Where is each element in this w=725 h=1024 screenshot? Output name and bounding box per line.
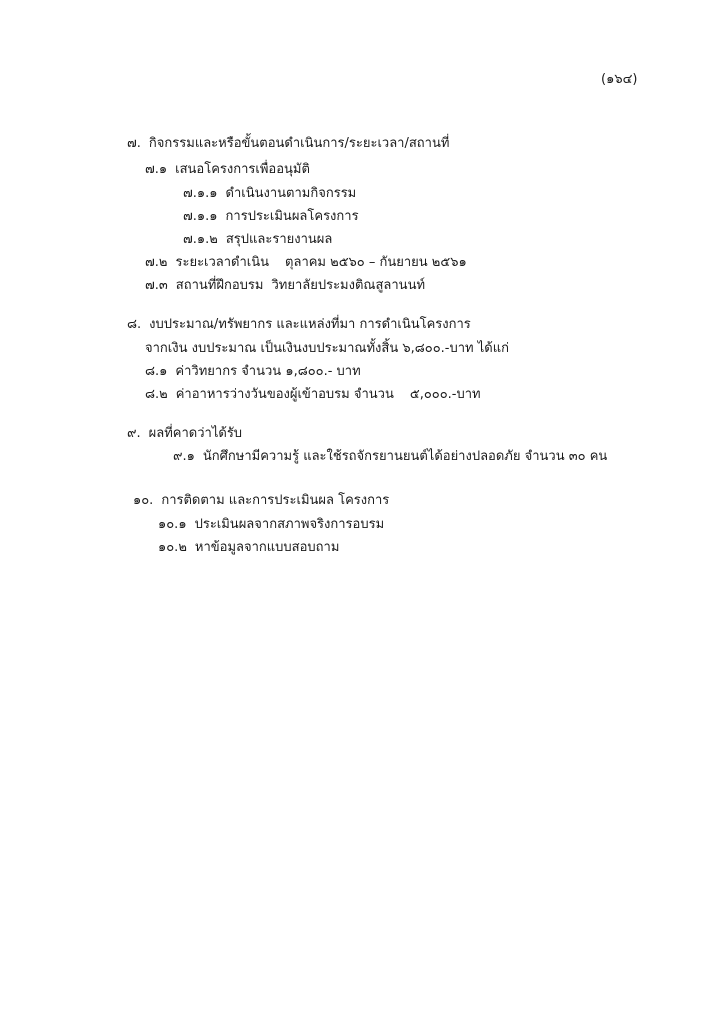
item-10-1-number: ๑๐.๑ — [158, 517, 187, 532]
item-7-2 — [145, 254, 467, 272]
item-7-1-2-text: สรุปและรายงานผล — [225, 232, 333, 247]
item-7-2-number: ๗.๒ — [145, 255, 168, 270]
section-7-number: ๗. — [127, 136, 141, 151]
item-7-2-label: ระยะเวลาดำเนิน — [175, 255, 270, 270]
item-8-1-text: ค่าวิทยากร จำนวน ๑,๘๐๐.- บาท — [175, 364, 361, 379]
item-8-1 — [145, 363, 361, 381]
section-8-title: งบประมาณ/ทรัพยากร และแหล่งที่มา การดำเนินโครงการ — [149, 317, 471, 332]
item-10-2 — [158, 539, 339, 557]
item-10-2-text: หาข้อมูลจากแบบสอบถาม — [194, 540, 340, 555]
item-7-1-1b-text: การประเมินผลโครงการ — [225, 209, 359, 224]
section-7-heading — [127, 135, 449, 153]
item-10-2-number: ๑๐.๒ — [158, 540, 187, 555]
section-8-heading — [127, 316, 471, 334]
item-10-1-text: ประเมินผลจากสภาพจริงการอบรม — [194, 517, 385, 532]
item-9-1-text: นักศึกษามีความรู้ และใช้รถจักรยานยนต์ได้อย่างปลอดภัย จำนวน ๓๐ คน — [202, 449, 608, 464]
section-7-title: กิจกรรมและหรือขั้นตอนดำเนินการ/ระยะเวลา/สถานที่ — [148, 136, 450, 151]
item-7-1-1b-number: ๗.๑.๑ — [183, 209, 218, 224]
item-9-1 — [173, 448, 607, 466]
item-7-1-2-number: ๗.๑.๒ — [183, 232, 218, 247]
section-9-heading — [127, 425, 242, 443]
section-9-title: ผลที่คาดว่าได้รับ — [148, 426, 243, 441]
item-10-1 — [158, 516, 384, 534]
item-8-1-number: ๘.๑ — [145, 364, 168, 379]
item-7-2-value: ตุลาคม ๒๕๖๐ – กันยายน ๒๕๖๑ — [285, 255, 467, 270]
item-7-1-1a-text: ดำเนินงานตามกิจกรรม — [225, 186, 357, 201]
section-10-title: การติดตาม และการประเมินผล โครงการ — [161, 493, 390, 508]
item-8-2 — [145, 386, 481, 404]
section-8-budget-line: จากเงิน งบประมาณ เป็นเงินงบประมาณทั้งสิ้น ๖,๘๐๐.-บาท ได้แก่ — [145, 341, 509, 356]
item-7-1-1a — [183, 185, 356, 203]
item-7-3-number: ๗.๓ — [145, 278, 168, 293]
item-7-1-number: ๗.๑ — [145, 162, 168, 177]
item-7-3 — [145, 277, 425, 295]
section-10-number: ๑๐. — [133, 493, 154, 508]
section-9-number: ๙. — [127, 426, 141, 441]
section-8-number: ๘. — [127, 317, 142, 332]
item-7-1-1a-number: ๗.๑.๑ — [183, 186, 218, 201]
item-8-2-amount: ๕,๐๐๐.-บาท — [409, 387, 481, 402]
page-number: (๑๖๔) — [601, 72, 638, 87]
item-7-1 — [145, 161, 310, 179]
item-7-3-label: สถานที่ฝึกอบรม — [175, 278, 264, 293]
item-8-2-text: ค่าอาหารว่างวันของผู้เข้าอบรม จำนวน — [175, 387, 394, 402]
item-9-1-number: ๙.๑ — [173, 449, 195, 464]
item-7-1-2 — [183, 231, 332, 249]
item-7-1-text: เสนอโครงการเพื่ออนุมัติ — [175, 162, 310, 177]
item-8-2-number: ๘.๒ — [145, 387, 168, 402]
section-10-heading — [133, 492, 389, 510]
item-7-3-value: วิทยาลัยประมงติณสูลานนท์ — [271, 278, 426, 293]
item-7-1-1b — [183, 208, 359, 226]
